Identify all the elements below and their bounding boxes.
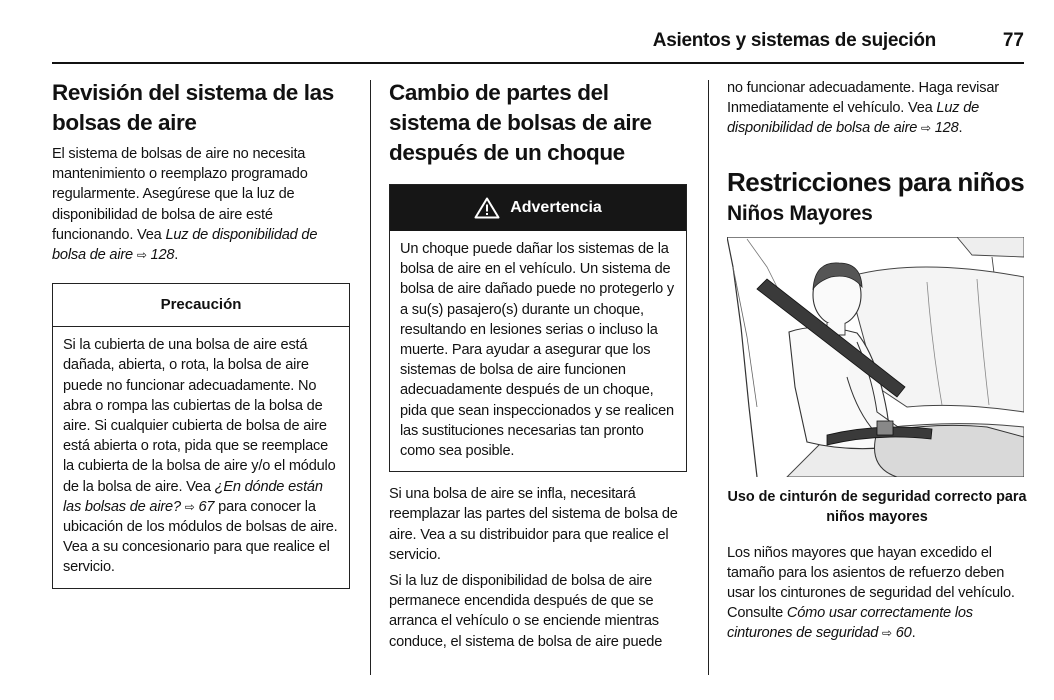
running-header-title: Asientos y sistemas de sujeción <box>652 30 936 51</box>
column-divider-1 <box>370 80 371 675</box>
warning-box <box>389 184 687 472</box>
older-children-paragraph: Los niños mayores que hayan excedido el tamaño para los asientos de refuerzo deben usar los cinturones de seguridad del vehículo. Consulte Cómo usar correctamente los cinturones de seguridad ⇨ 60. <box>727 544 1015 642</box>
ref-arrow-icon: ⇨ <box>882 626 892 641</box>
figure-caption: Uso de cinturón de seguridad correcto para niños mayores <box>727 488 1027 525</box>
caution-box <box>52 283 350 588</box>
caution-heading: Precaución <box>53 284 349 327</box>
header-rule <box>52 62 1024 64</box>
warning-heading: Advertencia <box>510 199 602 216</box>
airbag-check-paragraph: El sistema de bolsas de aire no necesita mantenimiento o reemplazo programado regularmente. Asegúrese que la luz de disponibilidad de bolsa de aire esté funcionando. Vea Luz de disponibilidad de bolsa de aire ⇨ 128. <box>52 146 318 264</box>
cross-reference-link[interactable]: Luz de disponibilidad de bolsa de aire ⇨ 128 <box>52 226 318 264</box>
column-3 <box>727 78 1027 644</box>
warning-triangle-icon <box>474 197 500 219</box>
ref-arrow-icon: ⇨ <box>136 248 147 263</box>
paragraph-text: El sistema de bolsas de aire no necesita mantenimiento o reemplazo programado regularmente. Asegúrese que la luz de disponibilidad de bolsa de aire esté funcionando. Vea <box>52 146 308 243</box>
cross-reference-link[interactable]: Cómo usar correctamente los cinturones de seguridad ⇨ 60 <box>727 605 973 642</box>
section-title-child-restraints: Restricciones para niños <box>727 166 1025 197</box>
column-divider-2 <box>708 80 709 675</box>
parts-paragraph-2: Si la luz de disponibilidad de bolsa de aire permanece encendida después de que se arranca el vehículo o se enciende mientras conduce, el sistema de bolsa de aire puede <box>389 573 663 650</box>
column-2 <box>389 78 689 652</box>
parts-paragraph-1: Si una bolsa de aire se infla, necesitará reemplazar las partes del sistema de bolsa de aire. Vea a su distribuidor para que realice el servicio. <box>389 486 678 563</box>
page-header <box>0 30 1054 60</box>
continued-paragraph: no funcionar adecuadamente. Haga revisar Inmediatamente el vehículo. Vea Luz de disponibilidad de bolsa de aire ⇨ 128. <box>727 80 999 137</box>
section-title-parts-replacement: Cambio de partes del sistema de bolsas de aire después de un choque <box>389 80 652 165</box>
subsection-title-older-children: Niños Mayores <box>727 201 873 225</box>
cross-reference-link[interactable]: Luz de disponibilidad de bolsa de aire ⇨ 128 <box>727 100 980 137</box>
warning-header <box>390 185 686 231</box>
page-number: 77 <box>1002 30 1024 51</box>
column-1 <box>52 78 352 589</box>
caution-text: Si la cubierta de una bolsa de aire está dañada, abierta, o rota, la bolsa de aire puede no funcionar adecuadamente. No abra o rompa las cubiertas de la bolsa de aire. Si cualquier cubierta de bolsa de aire está abierta o rota, pida que se reemplace la cubierta de la bolsa de aire y/o el módulo de la bolsa de aire. Vea ¿En dónde están las bolsas de aire? ⇨ 67 para conocer la ubicación de los módulos de bolsas de aire. Vea a su concesionario para que realice el servicio. <box>63 337 338 576</box>
ref-arrow-icon: ⇨ <box>921 121 931 136</box>
cross-reference-link[interactable]: ¿En dónde están las bolsas de aire? ⇨ 67 <box>63 478 323 515</box>
older-child-seatbelt-illustration <box>727 237 1024 477</box>
ref-arrow-icon: ⇨ <box>184 499 195 514</box>
warning-text: Un choque puede dañar los sistemas de la bolsa de aire en el vehículo. Un sistema de bolsa de aire dañado puede no protegerlo y a su(s) pasajero(s) durante un choque, resultando en lesiones serias o incluso la muerte. Para ayudar a asegurar que los sistemas de bolsa de aire funcionen adecuadamente después de un choque, pida que sean inspeccionados y se realicen las sustituciones necesarias tan pronto como sea posible. <box>400 241 674 460</box>
section-title-airbag-check: Revisión del sistema de las bolsas de aire <box>52 80 334 135</box>
